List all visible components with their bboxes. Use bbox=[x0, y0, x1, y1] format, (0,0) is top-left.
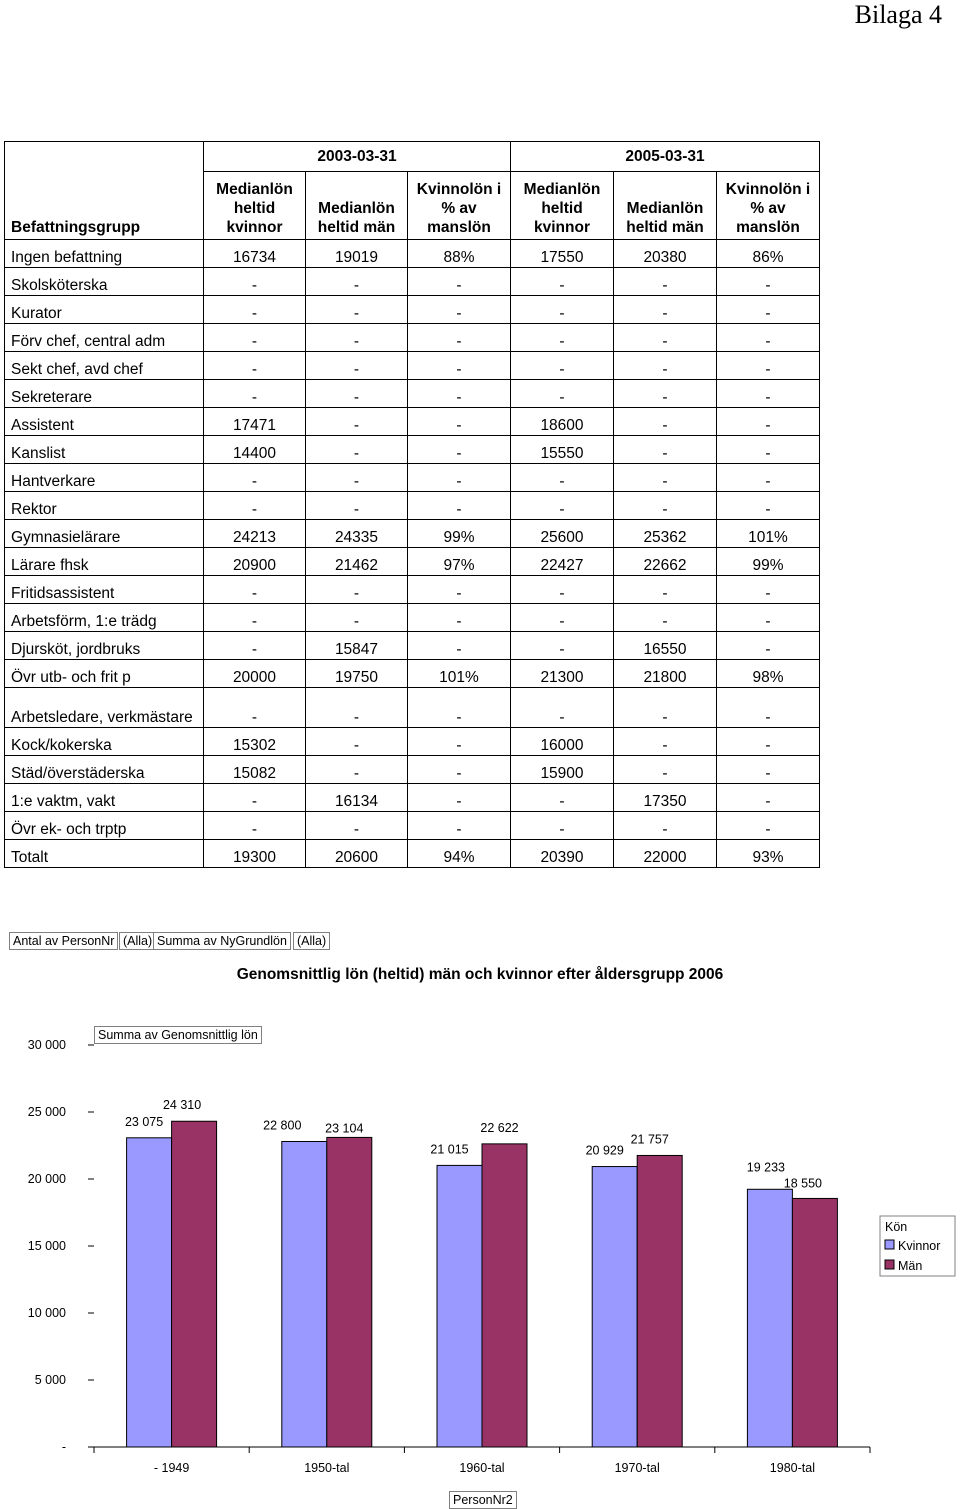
table-cell: - bbox=[614, 756, 717, 784]
table-cell: - bbox=[204, 492, 306, 520]
row-label: Ingen befattning bbox=[5, 240, 204, 268]
table-cell: - bbox=[614, 268, 717, 296]
table-cell: 14400 bbox=[204, 436, 306, 464]
col-men-2005: Medianlön heltid män bbox=[614, 172, 717, 240]
table-row bbox=[5, 296, 820, 324]
table-cell: - bbox=[204, 784, 306, 812]
table-cell: 88% bbox=[408, 240, 511, 268]
table-cell: - bbox=[511, 632, 614, 660]
table-row bbox=[5, 380, 820, 408]
table-cell: - bbox=[614, 728, 717, 756]
table-cell: - bbox=[717, 492, 820, 520]
table-row bbox=[5, 492, 820, 520]
y-tick-label: 15 000 bbox=[27, 1239, 66, 1253]
table-cell: - bbox=[511, 296, 614, 324]
table-cell: - bbox=[511, 576, 614, 604]
table-cell: - bbox=[717, 688, 820, 728]
x-tick-label: 1950-tal bbox=[304, 1461, 350, 1475]
pivot-data-field[interactable]: Summa av Genomsnittlig lön bbox=[94, 1026, 262, 1044]
table-cell: - bbox=[408, 784, 511, 812]
table-cell: - bbox=[306, 436, 408, 464]
table-row bbox=[5, 324, 820, 352]
table-cell: 99% bbox=[717, 548, 820, 576]
table-cell: 18600 bbox=[511, 408, 614, 436]
row-label: Städ/överstäderska bbox=[5, 756, 204, 784]
col-pct-2005: Kvinnolön i % av manslön bbox=[717, 172, 820, 240]
table-cell: 15302 bbox=[204, 728, 306, 756]
row-label: Kanslist bbox=[5, 436, 204, 464]
table-row bbox=[5, 756, 820, 784]
table-cell: - bbox=[204, 352, 306, 380]
row-label: Kock/kokerska bbox=[5, 728, 204, 756]
bar-kvinnor bbox=[282, 1141, 327, 1447]
table-cell: - bbox=[511, 464, 614, 492]
table-cell: - bbox=[306, 464, 408, 492]
table-cell: - bbox=[614, 380, 717, 408]
row-label: Övr utb- och frit p bbox=[5, 660, 204, 688]
bar-män bbox=[792, 1198, 837, 1447]
table-cell: - bbox=[717, 576, 820, 604]
table-row bbox=[5, 728, 820, 756]
table-cell: 17550 bbox=[511, 240, 614, 268]
table-cell: - bbox=[717, 408, 820, 436]
table-cell: - bbox=[614, 408, 717, 436]
row-label: Kurator bbox=[5, 296, 204, 324]
table-cell: - bbox=[408, 492, 511, 520]
table-cell: - bbox=[717, 436, 820, 464]
y-tick-label: - bbox=[61, 1440, 66, 1454]
table-cell: - bbox=[408, 464, 511, 492]
table-cell: - bbox=[204, 604, 306, 632]
pivot-field-count[interactable]: Antal av PersonNr bbox=[9, 932, 118, 950]
table-cell: - bbox=[614, 352, 717, 380]
table-cell: - bbox=[204, 380, 306, 408]
data-label: 23 104 bbox=[325, 1121, 364, 1136]
table-cell: 19750 bbox=[306, 660, 408, 688]
table-cell: 101% bbox=[408, 660, 511, 688]
y-tick-label: 30 000 bbox=[27, 1038, 66, 1052]
table-cell: - bbox=[511, 324, 614, 352]
table-row bbox=[5, 548, 820, 576]
table-cell: 16134 bbox=[306, 784, 408, 812]
table-cell: - bbox=[717, 380, 820, 408]
table-cell: - bbox=[511, 812, 614, 840]
row-label: Övr ek- och trptp bbox=[5, 812, 204, 840]
table-cell: - bbox=[717, 784, 820, 812]
table-cell: - bbox=[408, 728, 511, 756]
bar-män bbox=[637, 1155, 682, 1447]
table-cell: - bbox=[306, 812, 408, 840]
table-cell: - bbox=[408, 812, 511, 840]
x-tick-label: 1960-tal bbox=[459, 1461, 505, 1475]
table-cell: 94% bbox=[408, 840, 511, 868]
period-2003-header: 2003-03-31 bbox=[204, 142, 511, 172]
row-label: Arbetsledare, verkmästare bbox=[5, 688, 204, 728]
table-cell: - bbox=[614, 324, 717, 352]
table-row bbox=[5, 604, 820, 632]
table-cell: - bbox=[306, 756, 408, 784]
table-cell: - bbox=[511, 784, 614, 812]
table-cell: 20380 bbox=[614, 240, 717, 268]
table-cell: - bbox=[204, 324, 306, 352]
table-cell: - bbox=[614, 812, 717, 840]
table-cell: 15900 bbox=[511, 756, 614, 784]
legend-title: Kön bbox=[885, 1220, 908, 1234]
table-cell: - bbox=[717, 296, 820, 324]
table-cell: 16000 bbox=[511, 728, 614, 756]
table-cell: - bbox=[306, 352, 408, 380]
table-cell: - bbox=[408, 352, 511, 380]
col-pct-2003: Kvinnolön i % av manslön bbox=[408, 172, 511, 240]
row-label: Förv chef, central adm bbox=[5, 324, 204, 352]
pivot-filter-1[interactable]: (Alla) bbox=[119, 932, 156, 950]
table-row bbox=[5, 352, 820, 380]
data-label: 21 757 bbox=[630, 1132, 669, 1147]
table-cell: - bbox=[614, 688, 717, 728]
row-label: Sekreterare bbox=[5, 380, 204, 408]
table-row bbox=[5, 576, 820, 604]
row-label: Sekt chef, avd chef bbox=[5, 352, 204, 380]
y-tick-label: 20 000 bbox=[27, 1172, 66, 1186]
row-label: Lärare fhsk bbox=[5, 548, 204, 576]
y-tick-label: 25 000 bbox=[27, 1105, 66, 1119]
table-cell: 21462 bbox=[306, 548, 408, 576]
data-label: 21 015 bbox=[430, 1142, 469, 1157]
table-cell: 15082 bbox=[204, 756, 306, 784]
table-cell: 22662 bbox=[614, 548, 717, 576]
period-2005-header: 2005-03-31 bbox=[511, 142, 820, 172]
pivot-row-field[interactable]: PersonNr2 bbox=[449, 1491, 517, 1509]
table-cell: - bbox=[717, 604, 820, 632]
table-cell: - bbox=[306, 268, 408, 296]
col-men-2003: Medianlön heltid män bbox=[306, 172, 408, 240]
table-row bbox=[5, 268, 820, 296]
table-cell: 17350 bbox=[614, 784, 717, 812]
table-row bbox=[5, 632, 820, 660]
table-cell: - bbox=[408, 436, 511, 464]
table-row bbox=[5, 812, 820, 840]
table-row bbox=[5, 520, 820, 548]
table-cell: - bbox=[408, 756, 511, 784]
table-cell: 98% bbox=[717, 660, 820, 688]
table-cell: 22427 bbox=[511, 548, 614, 576]
table-cell: - bbox=[511, 604, 614, 632]
row-label: Assistent bbox=[5, 408, 204, 436]
salary-table bbox=[4, 141, 820, 868]
table-cell: - bbox=[306, 380, 408, 408]
col-women-2005: Medianlön heltid kvinnor bbox=[511, 172, 614, 240]
table-row bbox=[5, 464, 820, 492]
table-cell: - bbox=[614, 296, 717, 324]
table-cell: - bbox=[408, 408, 511, 436]
table-cell: - bbox=[408, 296, 511, 324]
table-cell: 24213 bbox=[204, 520, 306, 548]
data-label: 19 233 bbox=[746, 1160, 786, 1175]
row-label: Fritidsassistent bbox=[5, 576, 204, 604]
pivot-filter-2[interactable]: (Alla) bbox=[293, 932, 330, 950]
table-cell: 97% bbox=[408, 548, 511, 576]
table-cell: - bbox=[717, 268, 820, 296]
table-cell: 21300 bbox=[511, 660, 614, 688]
table-cell: - bbox=[614, 576, 717, 604]
table-cell: - bbox=[204, 812, 306, 840]
data-label: 23 075 bbox=[124, 1114, 164, 1129]
table-cell: - bbox=[408, 576, 511, 604]
table-row bbox=[5, 240, 820, 268]
table-cell: - bbox=[717, 632, 820, 660]
legend-swatch-kvinnor bbox=[885, 1240, 894, 1249]
table-cell: 20000 bbox=[204, 660, 306, 688]
bar-chart bbox=[0, 1000, 960, 1490]
row-label: Djursköt, jordbruks bbox=[5, 632, 204, 660]
table-cell: - bbox=[306, 688, 408, 728]
x-tick-label: 1980-tal bbox=[769, 1461, 815, 1475]
table-cell: 22000 bbox=[614, 840, 717, 868]
table-cell: 16734 bbox=[204, 240, 306, 268]
table-cell: - bbox=[306, 604, 408, 632]
table-cell: - bbox=[614, 604, 717, 632]
data-label: 20 929 bbox=[585, 1143, 624, 1158]
table-cell: - bbox=[408, 688, 511, 728]
col-women-2003: Medianlön heltid kvinnor bbox=[204, 172, 306, 240]
table-cell: - bbox=[717, 756, 820, 784]
table-cell: - bbox=[614, 464, 717, 492]
page-label: Bilaga 4 bbox=[854, 0, 942, 29]
salary-table-body bbox=[5, 240, 820, 868]
row-label: Hantverkare bbox=[5, 464, 204, 492]
table-cell: - bbox=[306, 576, 408, 604]
data-label: 22 622 bbox=[480, 1120, 519, 1135]
table-cell: - bbox=[204, 576, 306, 604]
row-label: Rektor bbox=[5, 492, 204, 520]
table-row bbox=[5, 436, 820, 464]
table-cell: - bbox=[306, 324, 408, 352]
table-cell: - bbox=[204, 632, 306, 660]
table-cell: 25362 bbox=[614, 520, 717, 548]
table-row bbox=[5, 660, 820, 688]
row-label: Gymnasielärare bbox=[5, 520, 204, 548]
table-cell: 19019 bbox=[306, 240, 408, 268]
row-label: Totalt bbox=[5, 840, 204, 868]
table-cell: - bbox=[408, 324, 511, 352]
table-cell: 15550 bbox=[511, 436, 614, 464]
table-cell: - bbox=[511, 380, 614, 408]
table-cell: - bbox=[511, 352, 614, 380]
corner-cell bbox=[5, 142, 204, 172]
table-cell: 24335 bbox=[306, 520, 408, 548]
table-cell: 15847 bbox=[306, 632, 408, 660]
pivot-field-sum[interactable]: Summa av NyGrundlön bbox=[153, 932, 291, 950]
bar-män bbox=[482, 1144, 527, 1447]
bar-män bbox=[327, 1137, 372, 1447]
table-cell: 25600 bbox=[511, 520, 614, 548]
table-cell: - bbox=[408, 604, 511, 632]
chart-title: Genomsnittlig lön (heltid) män och kvinnor efter åldersgrupp 2006 bbox=[236, 966, 724, 983]
table-cell: - bbox=[511, 268, 614, 296]
table-cell: - bbox=[511, 492, 614, 520]
y-tick-label: 10 000 bbox=[27, 1306, 66, 1320]
data-label: 18 550 bbox=[783, 1176, 823, 1191]
table-cell: - bbox=[408, 380, 511, 408]
table-cell: 17471 bbox=[204, 408, 306, 436]
table-cell: 21800 bbox=[614, 660, 717, 688]
data-label: 22 800 bbox=[263, 1118, 302, 1133]
table-cell: 99% bbox=[408, 520, 511, 548]
table-cell: - bbox=[614, 492, 717, 520]
x-tick-label: - 1949 bbox=[153, 1461, 190, 1475]
table-cell: 101% bbox=[717, 520, 820, 548]
table-cell: - bbox=[511, 688, 614, 728]
table-row bbox=[5, 840, 820, 868]
bar-kvinnor bbox=[437, 1165, 482, 1447]
row-label: Skolsköterska bbox=[5, 268, 204, 296]
table-row bbox=[5, 408, 820, 436]
table-cell: 19300 bbox=[204, 840, 306, 868]
table-cell: - bbox=[306, 728, 408, 756]
table-cell: - bbox=[717, 728, 820, 756]
table-cell: - bbox=[614, 436, 717, 464]
table-cell: - bbox=[408, 632, 511, 660]
table-cell: 86% bbox=[717, 240, 820, 268]
legend-label: Män bbox=[898, 1259, 923, 1273]
row-label: Arbetsförm, 1:e trädg bbox=[5, 604, 204, 632]
group-column-header: Befattningsgrupp bbox=[5, 172, 204, 240]
table-row bbox=[5, 688, 820, 728]
table-cell: - bbox=[204, 464, 306, 492]
table-cell: - bbox=[306, 408, 408, 436]
table-cell: - bbox=[204, 296, 306, 324]
legend-label: Kvinnor bbox=[898, 1239, 941, 1253]
table-cell: - bbox=[717, 464, 820, 492]
table-cell: - bbox=[717, 352, 820, 380]
data-label: 24 310 bbox=[162, 1098, 202, 1113]
table-cell: 93% bbox=[717, 840, 820, 868]
table-cell: - bbox=[717, 324, 820, 352]
bar-kvinnor bbox=[592, 1167, 637, 1447]
table-cell: - bbox=[408, 268, 511, 296]
legend-swatch-män bbox=[885, 1260, 894, 1269]
table-cell: - bbox=[204, 268, 306, 296]
x-tick-label: 1970-tal bbox=[614, 1461, 660, 1475]
table-cell: 20900 bbox=[204, 548, 306, 576]
y-tick-label: 5 000 bbox=[34, 1373, 66, 1387]
table-cell: 16550 bbox=[614, 632, 717, 660]
table-cell: 20390 bbox=[511, 840, 614, 868]
row-label: 1:e vaktm, vakt bbox=[5, 784, 204, 812]
table-cell: 20600 bbox=[306, 840, 408, 868]
bar-män bbox=[172, 1121, 217, 1447]
table-row bbox=[5, 784, 820, 812]
bar-kvinnor bbox=[127, 1138, 172, 1447]
table-cell: - bbox=[717, 812, 820, 840]
table-cell: - bbox=[306, 296, 408, 324]
table-cell: - bbox=[204, 688, 306, 728]
bar-kvinnor bbox=[747, 1189, 792, 1447]
table-cell: - bbox=[306, 492, 408, 520]
